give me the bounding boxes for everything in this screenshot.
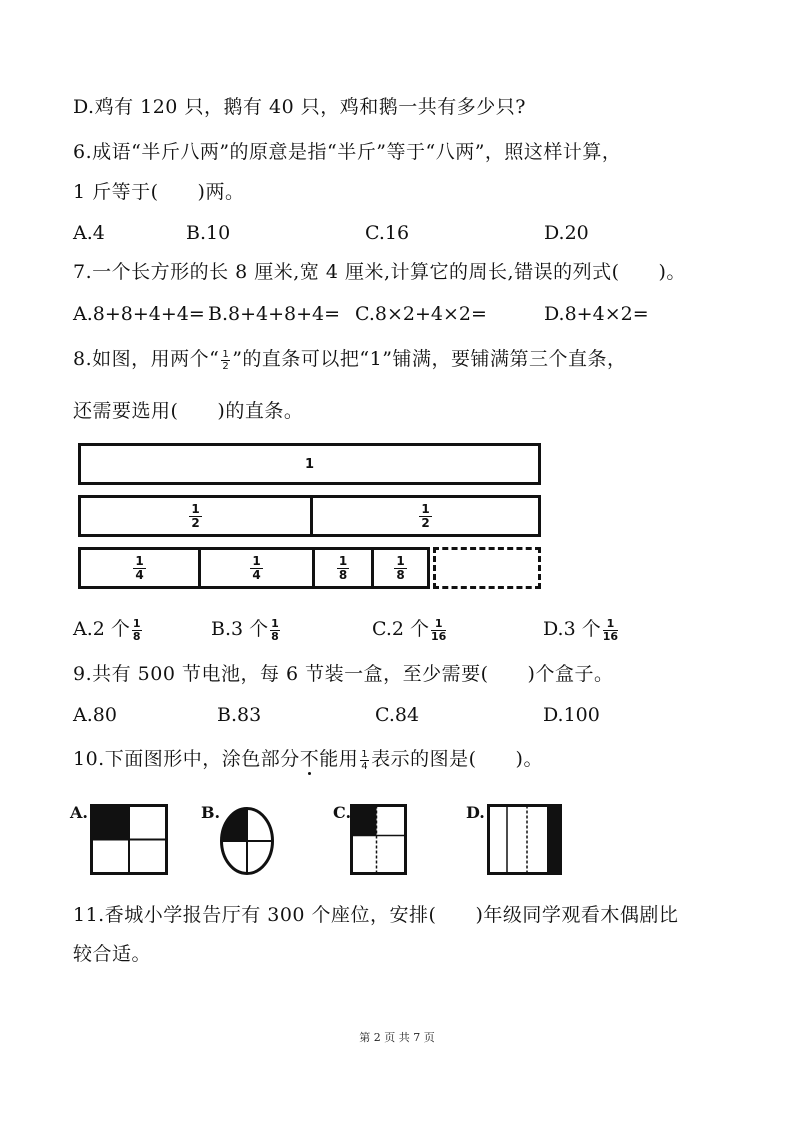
fraction-denominator: 8 xyxy=(271,629,279,643)
option-label: A.2 个 xyxy=(73,618,130,640)
shape-a-square xyxy=(90,804,170,876)
q7-option-c: C.8×2+4×2= xyxy=(355,303,487,325)
strip-halves xyxy=(78,495,541,537)
q7-stem: 7.一个长方形的长 8 厘米,宽 4 厘米,计算它的周长,错误的列式( )。 xyxy=(73,261,686,283)
strip-whole-label: 1 xyxy=(304,456,315,472)
fraction-denominator: 2 xyxy=(191,515,200,530)
shape-a-label: A. xyxy=(70,803,88,822)
shape-c-rectangle xyxy=(350,804,408,876)
q8-fraction-half xyxy=(221,349,230,372)
strip-whole xyxy=(78,443,541,485)
q10-stem-suffix: 表示的图是( )。 xyxy=(371,748,543,770)
fraction-denominator: 4 xyxy=(135,567,144,582)
q8-option-a xyxy=(73,616,144,643)
option-label: B.3 个 xyxy=(211,618,269,640)
fraction-numerator: 1 xyxy=(191,501,200,516)
fraction-numerator: 1 xyxy=(252,553,261,568)
fraction-denominator: 4 xyxy=(361,760,369,772)
shape-d-label: D. xyxy=(466,803,485,822)
q6-option-c: C.16 xyxy=(365,222,410,244)
q9-option-d: D.100 xyxy=(543,704,600,726)
q9-stem: 9.共有 500 节电池，每 6 节装一盒，至少需要( )个盒子。 xyxy=(73,663,614,685)
fraction-numerator: 1 xyxy=(338,553,348,568)
q6-option-d: D.20 xyxy=(544,222,589,244)
option-fraction xyxy=(603,618,618,643)
fraction-numerator: 1 xyxy=(222,348,230,360)
q10-fraction-quarter xyxy=(360,749,369,772)
strip-eighth-cell xyxy=(374,550,427,586)
fraction-numerator: 1 xyxy=(396,553,405,568)
fraction-numerator: 1 xyxy=(421,501,430,516)
fraction-denominator: 4 xyxy=(252,567,261,582)
fraction-denominator: 8 xyxy=(338,567,348,582)
q9-option-b: B.83 xyxy=(217,704,262,726)
q7-option-d: D.8+4×2= xyxy=(544,303,649,325)
shape-b-oval xyxy=(219,806,275,876)
option-label: D.3 个 xyxy=(543,618,601,640)
option-fraction xyxy=(132,618,142,643)
fraction-denominator: 8 xyxy=(132,629,141,643)
fraction-numerator: 1 xyxy=(135,553,144,568)
q6-option-b: B.10 xyxy=(186,222,231,244)
strip-quarter-cell xyxy=(81,550,198,586)
shape-b-label: B. xyxy=(201,803,221,822)
fraction-denominator: 16 xyxy=(602,629,619,643)
fraction-denominator: 16 xyxy=(431,629,447,643)
fraction-denominator: 2 xyxy=(421,515,430,530)
strip-missing-dashed xyxy=(433,547,541,589)
q8-option-d xyxy=(543,616,620,643)
q8-stem-suffix: ”的直条可以把“1”铺满，要铺满第三个直条， xyxy=(232,348,627,370)
fraction-numerator: 1 xyxy=(431,618,446,631)
fraction-denominator: 8 xyxy=(396,567,405,582)
q8-stem-prefix: 8.如图，用两个“ xyxy=(73,348,220,370)
q6-option-a: A.4 xyxy=(73,222,105,244)
q8-stem-line2: 还需要选用( )的直条。 xyxy=(73,400,304,422)
q9-option-c: C.84 xyxy=(375,704,420,726)
q5-option-d: D.鸡有 120 只，鹅有 40 只，鸡和鹅一共有多少只? xyxy=(73,96,526,118)
q7-option-b: B.8+4+8+4= xyxy=(208,303,341,325)
q6-stem-line1: 6.成语“半斤八两”的原意是指“半斤”等于“八两”，照这样计算， xyxy=(73,141,622,163)
fraction-denominator: 2 xyxy=(222,360,230,372)
page-number-footer: 第 2 页 共 7 页 xyxy=(359,1031,435,1044)
q7-option-a: A.8+8+4+4= xyxy=(73,303,205,325)
option-label: C.2 个 xyxy=(372,618,430,640)
fraction-numerator: 1 xyxy=(132,616,141,630)
q10-stem xyxy=(73,746,543,772)
q10-emphasis-not: 不 xyxy=(299,748,320,770)
option-fraction xyxy=(431,618,446,643)
fraction-numerator: 1 xyxy=(603,618,618,631)
fraction-numerator: 1 xyxy=(271,616,279,630)
q6-stem-line2: 1 斤等于( )两。 xyxy=(73,181,245,203)
q9-option-a: A.80 xyxy=(73,704,117,726)
shape-c-label: C. xyxy=(333,803,352,822)
strip-half-cell xyxy=(313,498,538,534)
strip-half-cell xyxy=(81,498,310,534)
q11-stem-line2: 较合适。 xyxy=(73,943,152,965)
q8-stem-line1 xyxy=(73,346,626,372)
strip-partial xyxy=(78,547,430,589)
fraction-numerator: 1 xyxy=(361,748,369,760)
q10-stem-prefix: 10.下面图形中，涂色部分 xyxy=(73,748,300,770)
q8-option-c xyxy=(372,616,448,643)
shape-d-rectangle xyxy=(487,804,563,876)
strip-quarter-cell xyxy=(201,550,312,586)
q11-stem-line1: 11.香城小学报告厅有 300 个座位，安排( )年级同学观看木偶剧比 xyxy=(73,904,679,926)
q10-stem-mid: 能用 xyxy=(319,748,359,770)
q8-option-b xyxy=(211,616,282,643)
option-fraction xyxy=(270,618,280,643)
strip-eighth-cell xyxy=(315,550,371,586)
